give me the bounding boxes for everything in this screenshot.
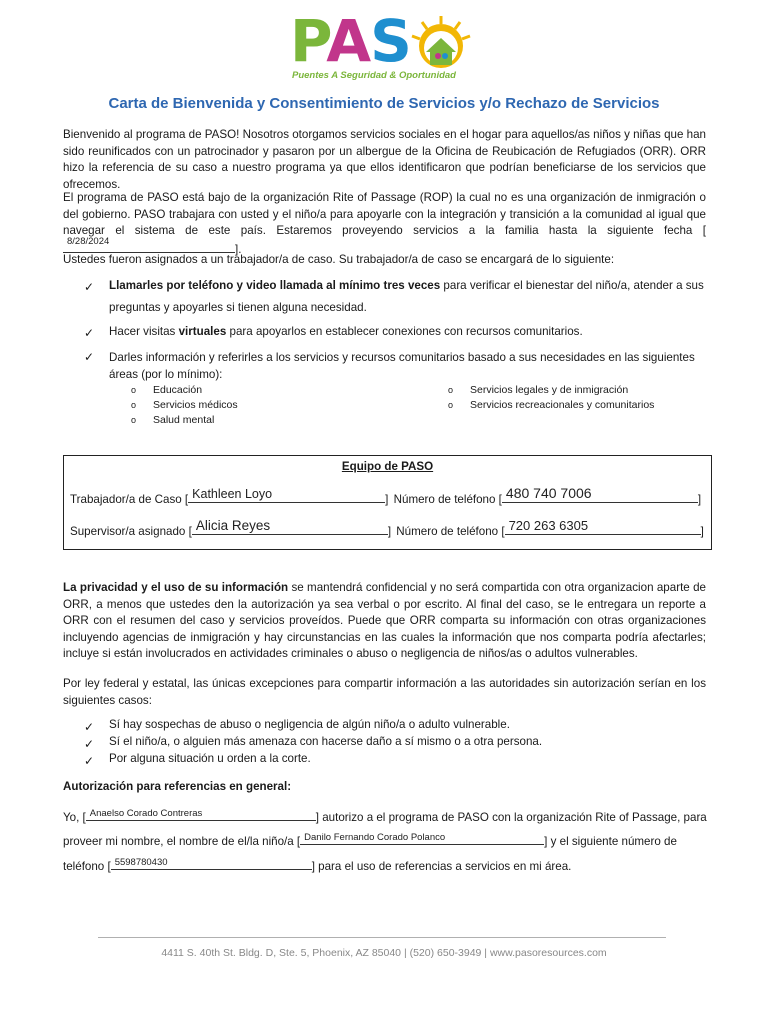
bullet-visits: Hacer visitas virtuales para apoyarlos en establecer conexiones con recursos comunitarios. [109,325,583,338]
auth-line-1: Yo, [ Anaelso Corado Contreras ] autorizo a el programa de PASO con la organización Rite of Passage, para [63,808,707,824]
area-item: o Servicios recreacionales y comunitarios [448,399,655,411]
paso-team-box [63,455,712,550]
team-title: Equipo de PASO [341,460,434,473]
supervisor-field[interactable]: Alicia Reyes [192,522,388,535]
bullet-referrals: Darles información y referirles a los servicios y recursos comunitarios basado a sus necesidades en las siguientes áreas (por lo mínimo): [109,351,695,381]
check-icon: ✓ [84,280,95,294]
assigned-paragraph: Ustedes fueron asignados a un trabajador/a de caso. Su trabajador/a de caso se encargará de lo siguiente: [63,253,615,266]
child-name-field[interactable]: Danilo Fernando Corado Polanco [300,832,544,845]
check-icon: ✓ [84,350,95,364]
rop-paragraph: El programa de PASO está bajo de la organización Rite of Passage (ROP) la cual no es una organización de inmigración o del gobierno. PASO trabajara con usted y el niño/a para apoyarle con la integración y transición a la comunidad al igual que navegar el sistema de este país. Estaremos proveyendo servicios a la familia hasta la siguiente fecha [ 8/28/2024 ]. [63,191,706,256]
supervisor-row: Supervisor/a asignado [ Alicia Reyes ] Número de teléfono [ 720 263 6305 ] [70,518,704,538]
check-icon: ✓ [84,737,95,751]
bullet-calls: Llamarles por teléfono y video llamada al mínimo tres veces para verificar el bienestar del niño/a, atender a sus preguntas y apoyarles si tienen alguna necesidad. [109,279,704,314]
logo-tagline: Puentes A Seguridad & Oportunidad [292,70,456,81]
case-worker-field[interactable]: Kathleen Loyo [188,490,385,503]
exception-item: Por alguna situación u orden a la corte. [109,752,311,765]
logo-wordmark: PAS [290,7,411,75]
auth-line-2: proveer mi nombre, el nombre de el/la niño/a [ Danilo Fernando Corado Polanco ] y el siguiente número de [63,832,677,848]
check-icon: ✓ [84,754,95,768]
exception-item: Sí el niño/a, o alguien más amenaza con hacerse daño a sí mismo o a otra persona. [109,735,543,748]
area-item: o Educación [131,384,203,396]
area-item: o Salud mental [131,414,215,426]
law-paragraph: Por ley federal y estatal, las únicas excepciones para compartir información a las autoridades sin autorización serían en los siguientes casos: [63,677,706,707]
case-worker-phone-field[interactable]: 480 740 7006 [502,490,698,503]
privacy-paragraph: La privacidad y el uso de su información se mantendrá confidencial y no será compartida con otra organizacion aparte de ORR, a menos que ustedes den la autorización ya sea verbal o por escrito. Al final del caso, se le entregara un reporte a ORR con el resumen del caso y servicios proveídos. Puede que ORR comparta su información con otras organizaciones incluyendo agencias de inmigración y hay circunstancias en las cuales la información que nos comparta podría afectarles; incluye si están involucrados en actividades criminales o abuso o negligencia de niños/as o adultos vulnerables. [63,581,706,661]
area-item: o Servicios legales y de inmigración [448,384,629,396]
exception-item: Sí hay sospechas de abuso o negligencia de algún niño/a o adulto vulnerable. [109,718,510,731]
page-title: Carta de Bienvenida y Consentimiento de Servicios y/o Rechazo de Servicios [108,95,660,112]
check-icon: ✓ [84,326,95,340]
paso-logo [290,7,480,84]
auth-line-3: teléfono [ 5598780430 ] para el uso de referencias a servicios en mi área. [63,857,572,873]
case-worker-row: Trabajador/a de Caso [ Kathleen Loyo ] Número de teléfono [ 480 740 7006 ] [70,485,702,506]
intro-paragraph: Bienvenido al programa de PASO! Nosotros otorgamos servicios sociales en el hogar para aquellos/as niños y niñas que han sido reunificados con un patrocinador y pasaron por un albergue de la Oficina de Reubicación de Refugiados (ORR). ORR hizo la referencia de su caso a nuestro programa ya que ellos identificaron que podrían beneficiarse de los servicios que ofrecemos. [63,128,706,191]
end-date-field[interactable]: 8/28/2024 [63,240,235,253]
footer-divider [98,937,666,938]
footer-address: 4411 S. 40th St. Bldg. D, Ste. 5, Phoenix, AZ 85040 | (520) 650-3949 | www.pasoresources.com [161,947,607,959]
sun-house-icon [408,14,474,74]
authorization-heading: Autorización para referencias en general: [63,780,292,793]
phone-field[interactable]: 5598780430 [111,857,312,870]
area-item: o Servicios médicos [131,399,238,411]
check-icon: ✓ [84,720,95,734]
supervisor-phone-field[interactable]: 720 263 6305 [505,522,701,535]
guardian-name-field[interactable]: Anaelso Corado Contreras [86,808,316,821]
